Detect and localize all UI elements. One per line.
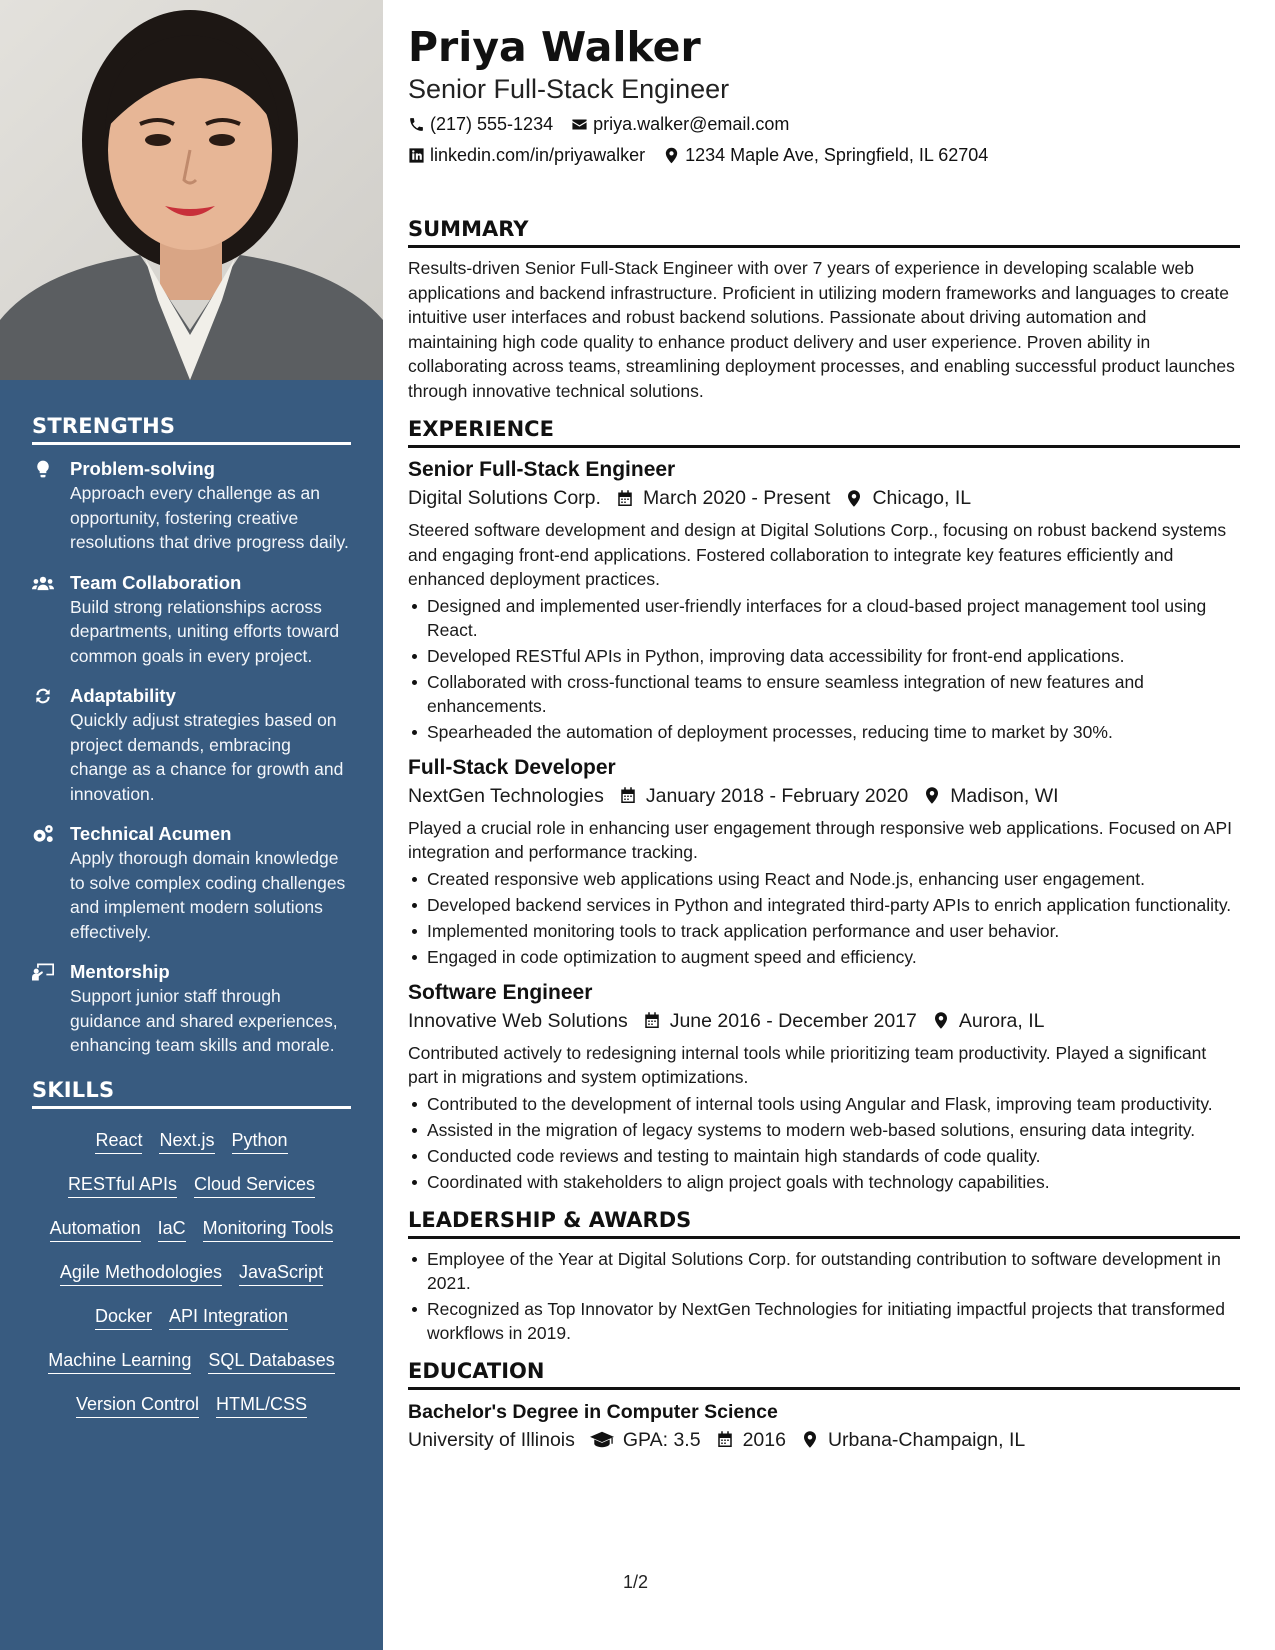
map-marker-icon [923,786,941,805]
job-company: Innovative Web Solutions [408,1009,628,1032]
graduation-cap-icon [590,1430,614,1449]
list-item: Conducted code reviews and testing to maintain high standards of code quality. [408,1144,1240,1168]
awards-section [408,1206,1240,1345]
chalkboard-teacher-icon [32,962,54,982]
envelope-icon [571,116,588,133]
gpa-text: GPA: 3.5 [622,1428,701,1451]
job-description: Contributed actively to redesigning internal tools while prioritizing team productivity. Played a significant part in migrations and system optimizations. [408,1042,1207,1087]
job-company: Digital Solutions Corp. [408,487,601,509]
strength-item [32,684,351,806]
skill-row [32,1129,351,1154]
gears-icon [32,824,54,844]
strength-title: Adaptability [70,685,176,706]
strength-desc: Support junior staff through guidance and shared experiences, enhancing team skills and morale. [70,986,338,1055]
sidebar [0,0,383,1650]
experience-heading: EXPERIENCE [408,415,1240,448]
strength-desc: Apply thorough domain knowledge to solve complex coding challenges and implement modern solutions effectively. [70,848,346,942]
skill-tag: Python [232,1129,288,1154]
skills-heading: SKILLS [32,1078,351,1109]
calendar-icon [643,1011,661,1030]
education-heading: EDUCATION [408,1357,1240,1390]
strength-item [32,822,351,944]
job-dates: January 2018 - February 2020 [645,784,909,807]
job-entry [408,456,1240,744]
job-entry [408,979,1240,1194]
list-item: Coordinated with stakeholders to align project goals with technology capabilities. [408,1170,1240,1194]
summary-text: Results-driven Senior Full-Stack Engineer with over 7 years of experience in developing scalable web applications and backend infrastructure. Proficient in utilizing modern frameworks and languages to create intuitive user interfaces and robust backend solutions. Passionate about driving automation and maintaining high code quality to enhance product delivery and user experience. Proven ability in collaborating across teams, streamlining deployment processes, and enabling successful product launches through innovative technical solutions. [408,258,1235,401]
main-content [408,22,1240,1460]
map-marker-icon [932,1011,950,1030]
phone-icon [408,116,425,133]
list-item: Spearheaded the automation of deployment processes, reducing time to market by 30%. [408,720,1240,744]
strengths-heading: STRENGTHS [32,414,351,445]
list-item: Engaged in code optimization to augment speed and efficiency. [408,945,1240,969]
job-title: Full-Stack Developer [408,755,616,779]
education-location: Urbana-Champaign, IL [827,1428,1026,1451]
skill-tag: IaC [158,1217,186,1242]
school-name: University of Illinois [408,1428,575,1451]
candidate-title: Senior Full-Stack Engineer [408,74,730,104]
strength-desc: Approach every challenge as an opportunity, fostering creative resolutions that drive progress daily. [70,483,349,552]
list-item: Developed backend services in Python and integrated third-party APIs to enrich application functionality. [408,893,1240,917]
job-description: Steered software development and design at Digital Solutions Corp., focusing on robust backend systems and engaging front-end applications. Fostered collaboration to integrate key features efficiently and enhanced deployment practices. [408,520,1227,589]
strength-title: Problem-solving [70,458,215,479]
contact-phone [408,112,553,136]
list-item: Recognized as Top Innovator by NextGen Technologies for initiating impactful projects that transformed workflows in 2019. [408,1297,1240,1345]
skill-tag: Machine Learning [48,1349,191,1374]
contact-row [408,112,1240,136]
awards-heading: LEADERSHIP & AWARDS [408,1206,1240,1239]
calendar-icon [716,1430,734,1449]
job-meta [408,782,1240,810]
list-item: Implemented monitoring tools to track application performance and user behavior. [408,919,1240,943]
map-marker-icon [801,1430,819,1449]
strengths-section [0,414,383,1058]
job-dates: June 2016 - December 2017 [669,1009,917,1032]
job-bullets [408,867,1240,969]
job-location: Madison, WI [950,784,1059,807]
skill-tag: Docker [95,1305,152,1330]
list-item: Collaborated with cross-functional teams to ensure seamless integration of new features and enhancements. [408,670,1240,718]
job-entry [408,754,1240,969]
job-bullets [408,594,1240,744]
education-meta [408,1426,1240,1454]
linkedin-icon [408,147,425,164]
list-item: Assisted in the migration of legacy systems to modern web-based solutions, ensuring data integrity. [408,1118,1240,1142]
sync-icon [32,686,54,706]
job-company: NextGen Technologies [408,784,604,807]
calendar-icon [616,489,634,508]
address-text: 1234 Maple Ave, Springfield, IL 62704 [685,145,989,165]
skill-tag: HTML/CSS [216,1393,307,1418]
list-item: Created responsive web applications using React and Node.js, enhancing user engagement. [408,867,1240,891]
phone-text: (217) 555-1234 [430,114,554,134]
summary-heading: SUMMARY [408,215,1240,248]
job-location: Aurora, IL [958,1009,1045,1032]
education-year: 2016 [742,1428,786,1451]
education-section [408,1357,1240,1454]
skill-row [32,1173,351,1198]
job-title: Senior Full-Stack Engineer [408,458,676,481]
strength-title: Mentorship [70,961,170,982]
degree-title: Bachelor's Degree in Computer Science [408,1400,778,1423]
strength-desc: Quickly adjust strategies based on project demands, embracing change as a chance for growth and innovation. [70,710,344,804]
job-meta [408,484,1240,512]
skill-tag: Cloud Services [194,1173,315,1198]
job-dates: March 2020 - Present [642,487,831,509]
awards-list [408,1247,1240,1345]
strength-item [32,960,351,1058]
skill-tag: Monitoring Tools [203,1217,334,1242]
page-number: 1/2 [623,1572,649,1592]
map-marker-icon [845,489,863,508]
skill-tag: JavaScript [239,1261,323,1286]
skill-row [32,1305,351,1330]
skill-tag: React [95,1129,142,1154]
list-item: Designed and implemented user-friendly interfaces for a cloud-based project management tool using React. [408,594,1240,642]
skill-tag: Automation [50,1217,141,1242]
calendar-icon [619,786,637,805]
skill-tag: API Integration [169,1305,288,1330]
job-meta [408,1007,1240,1035]
profile-photo [0,0,383,380]
skill-tag: SQL Databases [208,1349,334,1374]
strength-title: Technical Acumen [70,823,232,844]
list-item: Contributed to the development of internal tools using Angular and Flask, improving team productivity. [408,1092,1240,1116]
strength-desc: Build strong relationships across departments, uniting efforts toward common goals in every project. [70,596,340,666]
linkedin-text[interactable]: linkedin.com/in/priyawalker [430,145,646,165]
skills-section [0,1078,383,1418]
skill-row [32,1349,351,1374]
skill-tag: RESTful APIs [68,1173,177,1198]
email-text[interactable]: priya.walker@email.com [593,114,790,134]
list-item: Developed RESTful APIs in Python, improving data accessibility for front-end applications. [408,644,1240,668]
candidate-name: Priya Walker [408,23,701,71]
job-location: Chicago, IL [872,487,972,509]
contact-row [408,143,1240,167]
list-item: Employee of the Year at Digital Solutions Corp. for outstanding contribution to software development in 2021. [408,1247,1240,1295]
skill-row [32,1393,351,1418]
lightbulb-icon [32,459,54,479]
strength-item [32,571,351,669]
job-bullets [408,1092,1240,1194]
skill-row [32,1261,351,1286]
skill-tag: Agile Methodologies [60,1261,222,1286]
skill-row [32,1217,351,1242]
users-icon [32,573,54,593]
contact-linkedin[interactable] [408,143,645,167]
contact-email[interactable] [571,112,789,136]
summary-section [408,215,1240,403]
job-title: Software Engineer [408,980,593,1004]
strength-title: Team Collaboration [70,571,242,593]
map-marker-icon [663,147,680,164]
strength-item [32,457,351,555]
experience-section [408,415,1240,1194]
skill-tag: Next.js [159,1129,214,1154]
skill-tag: Version Control [76,1393,199,1418]
job-description: Played a crucial role in enhancing user engagement through responsive web applications. Focused on API integration and performance tracking. [408,817,1232,862]
contact-address [663,143,988,167]
